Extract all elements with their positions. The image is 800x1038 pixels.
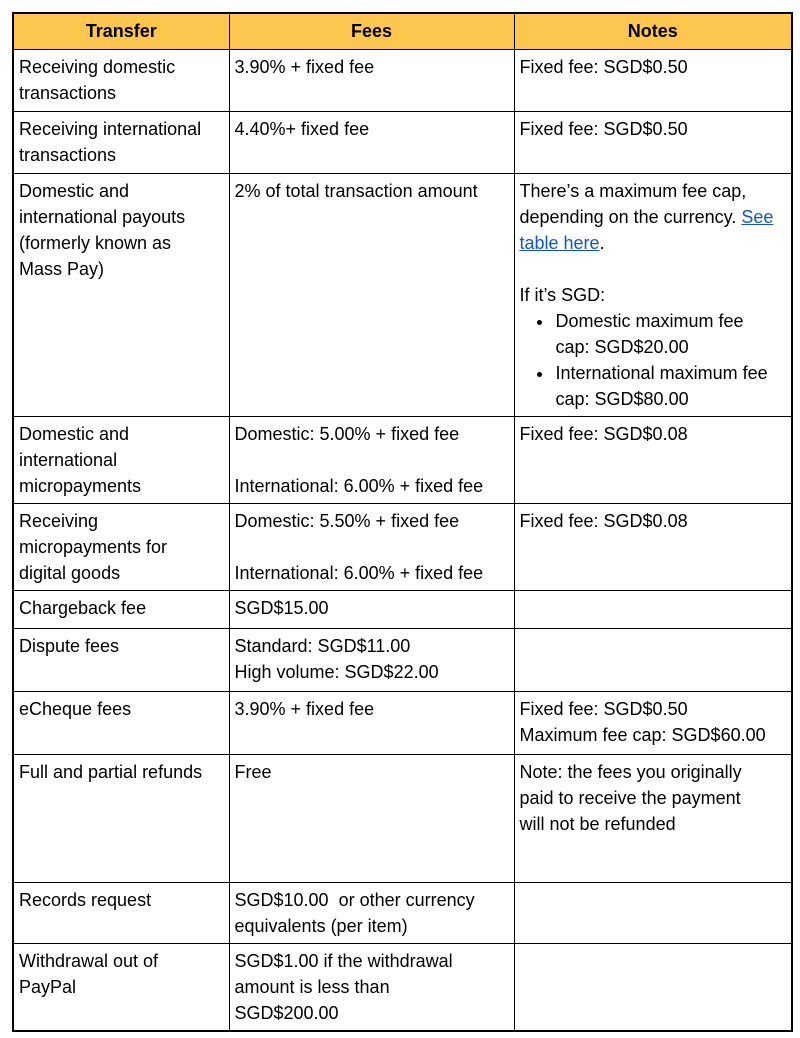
notes-cell	[514, 416, 792, 503]
column-header-fees	[229, 13, 514, 49]
paragraph: 2% of total transaction amount	[234, 180, 478, 201]
transfer-cell-content	[19, 759, 215, 785]
paragraph: Note: the fees you originally paid to receive the payment will not be refunded	[519, 761, 742, 834]
fees-cell-content	[235, 759, 490, 785]
notes-cell-content	[520, 116, 776, 142]
column-header-transfer-label: Transfer	[85, 21, 157, 42]
paragraph: SGD$10.00 or other currency equivalents (per item)	[234, 889, 475, 936]
table-row	[13, 882, 792, 943]
paragraph: International: 6.00% + fixed fee	[234, 562, 484, 583]
notes-cell	[514, 590, 792, 628]
fees-cell	[229, 691, 514, 754]
paragraph: SGD$1.00 if the withdrawal amount is less than SGD$200.00	[234, 950, 453, 1023]
see-table-here-link[interactable]: See table here	[519, 206, 774, 253]
paragraph: Receiving domestic transactions	[19, 56, 176, 103]
paragraph: Receiving micropayments for digital goods	[19, 510, 168, 583]
transfer-cell	[13, 590, 229, 628]
transfer-cell	[13, 691, 229, 754]
paragraph: Records request	[19, 889, 152, 910]
fees-cell-content	[235, 508, 490, 586]
fees-cell-content	[235, 421, 490, 499]
notes-cell-content	[520, 54, 776, 80]
table-header	[13, 13, 792, 49]
notes-cell	[514, 49, 792, 111]
notes-cell	[514, 503, 792, 590]
fees-cell-content	[235, 633, 490, 685]
table-row	[13, 628, 792, 691]
table-row	[13, 503, 792, 590]
paragraph: Domestic and international micropayments	[19, 423, 142, 496]
paragraph: Dispute fees	[19, 635, 120, 656]
table-row	[13, 943, 792, 1031]
fees-cell	[229, 882, 514, 943]
column-header-notes	[514, 13, 792, 49]
table-row	[13, 111, 792, 173]
fees-cell	[229, 49, 514, 111]
transfer-cell	[13, 628, 229, 691]
transfer-cell	[13, 416, 229, 503]
text-run: .	[599, 232, 605, 253]
fees-cell-content	[235, 948, 490, 1026]
transfer-cell-content	[19, 887, 215, 913]
paragraph: Full and partial refunds	[19, 761, 203, 782]
bullet-list	[520, 308, 776, 412]
transfer-cell	[13, 173, 229, 416]
transfer-cell-content	[19, 595, 215, 621]
notes-cell-content	[520, 421, 776, 447]
table-row	[13, 173, 792, 416]
paragraph: Withdrawal out of PayPal	[19, 950, 159, 997]
blank-line	[235, 534, 490, 560]
fees-cell-content	[235, 595, 490, 621]
blank-line	[520, 256, 776, 282]
notes-cell-content	[520, 178, 776, 412]
notes-cell	[514, 882, 792, 943]
transfer-cell-content	[19, 116, 215, 168]
fees-cell	[229, 590, 514, 628]
transfer-cell	[13, 943, 229, 1031]
table-row	[13, 691, 792, 754]
list-item: • International maximum fee cap: SGD$80.00	[554, 360, 776, 412]
notes-cell	[514, 628, 792, 691]
fees-cell	[229, 111, 514, 173]
fees-cell	[229, 503, 514, 590]
notes-cell	[514, 691, 792, 754]
blank-line	[235, 447, 490, 473]
column-header-transfer	[13, 13, 229, 49]
fees-cell	[229, 628, 514, 691]
paragraph: Fixed fee: SGD$0.50	[519, 118, 688, 139]
notes-cell-content	[520, 508, 776, 534]
paragraph: 3.90% + fixed fee	[234, 698, 375, 719]
transfer-cell	[13, 111, 229, 173]
transfer-cell-content	[19, 178, 215, 282]
fees-cell	[229, 173, 514, 416]
paragraph: Domestic and international payouts (formerly known as Mass Pay)	[19, 180, 186, 279]
paragraph: 3.90% + fixed fee	[234, 56, 375, 77]
paragraph: 4.40%+ fixed fee	[234, 118, 370, 139]
fees-cell-content	[235, 54, 490, 80]
paragraph: High volume: SGD$22.00	[234, 661, 439, 682]
transfer-cell-content	[19, 54, 215, 106]
fees-cell-content	[235, 178, 490, 204]
fees-cell	[229, 754, 514, 882]
notes-cell-content	[520, 759, 768, 837]
transfer-cell-content	[19, 696, 215, 722]
paragraph: SGD$15.00	[234, 597, 329, 618]
paragraph: Fixed fee: SGD$0.50	[519, 698, 688, 719]
table-body	[13, 49, 792, 1031]
paragraph	[520, 178, 776, 256]
transfer-cell-content	[19, 421, 215, 499]
paragraph: Free	[234, 761, 272, 782]
paragraph: Standard: SGD$11.00	[234, 635, 411, 656]
paragraph: Receiving international transactions	[19, 118, 202, 165]
transfer-cell	[13, 882, 229, 943]
paragraph: International: 6.00% + fixed fee	[234, 475, 484, 496]
transfer-cell	[13, 754, 229, 882]
transfer-cell	[13, 503, 229, 590]
table-header-row	[13, 13, 792, 49]
fees-cell	[229, 943, 514, 1031]
paragraph: If it’s SGD:	[519, 284, 606, 305]
paragraph: Fixed fee: SGD$0.50	[519, 56, 688, 77]
table-row	[13, 754, 792, 882]
list-item: • Domestic maximum fee cap: SGD$20.00	[554, 308, 776, 360]
transfer-cell-content	[19, 633, 215, 659]
transfer-cell-content	[19, 508, 215, 586]
notes-cell	[514, 754, 792, 882]
notes-cell	[514, 943, 792, 1031]
paragraph: Chargeback fee	[19, 597, 147, 618]
transfer-cell	[13, 49, 229, 111]
fees-cell-content	[235, 116, 490, 142]
notes-cell-content	[520, 696, 776, 748]
column-header-notes-label: Notes	[627, 21, 678, 42]
paragraph: Domestic: 5.50% + fixed fee	[234, 510, 460, 531]
fees-table	[12, 12, 793, 1032]
fees-cell	[229, 416, 514, 503]
paragraph: Maximum fee cap: SGD$60.00	[519, 724, 766, 745]
fees-cell-content	[235, 887, 490, 939]
paragraph: Domestic: 5.00% + fixed fee	[234, 423, 460, 444]
paragraph: Fixed fee: SGD$0.08	[519, 510, 688, 531]
notes-cell	[514, 173, 792, 416]
fees-cell-content	[235, 696, 490, 722]
table-row	[13, 416, 792, 503]
text-run: There’s a maximum fee cap, depending on the currency.	[519, 180, 747, 227]
notes-cell	[514, 111, 792, 173]
table-row	[13, 590, 792, 628]
paragraph: Fixed fee: SGD$0.08	[519, 423, 688, 444]
column-header-fees-label: Fees	[350, 21, 393, 42]
table-row	[13, 49, 792, 111]
paragraph: eCheque fees	[19, 698, 132, 719]
